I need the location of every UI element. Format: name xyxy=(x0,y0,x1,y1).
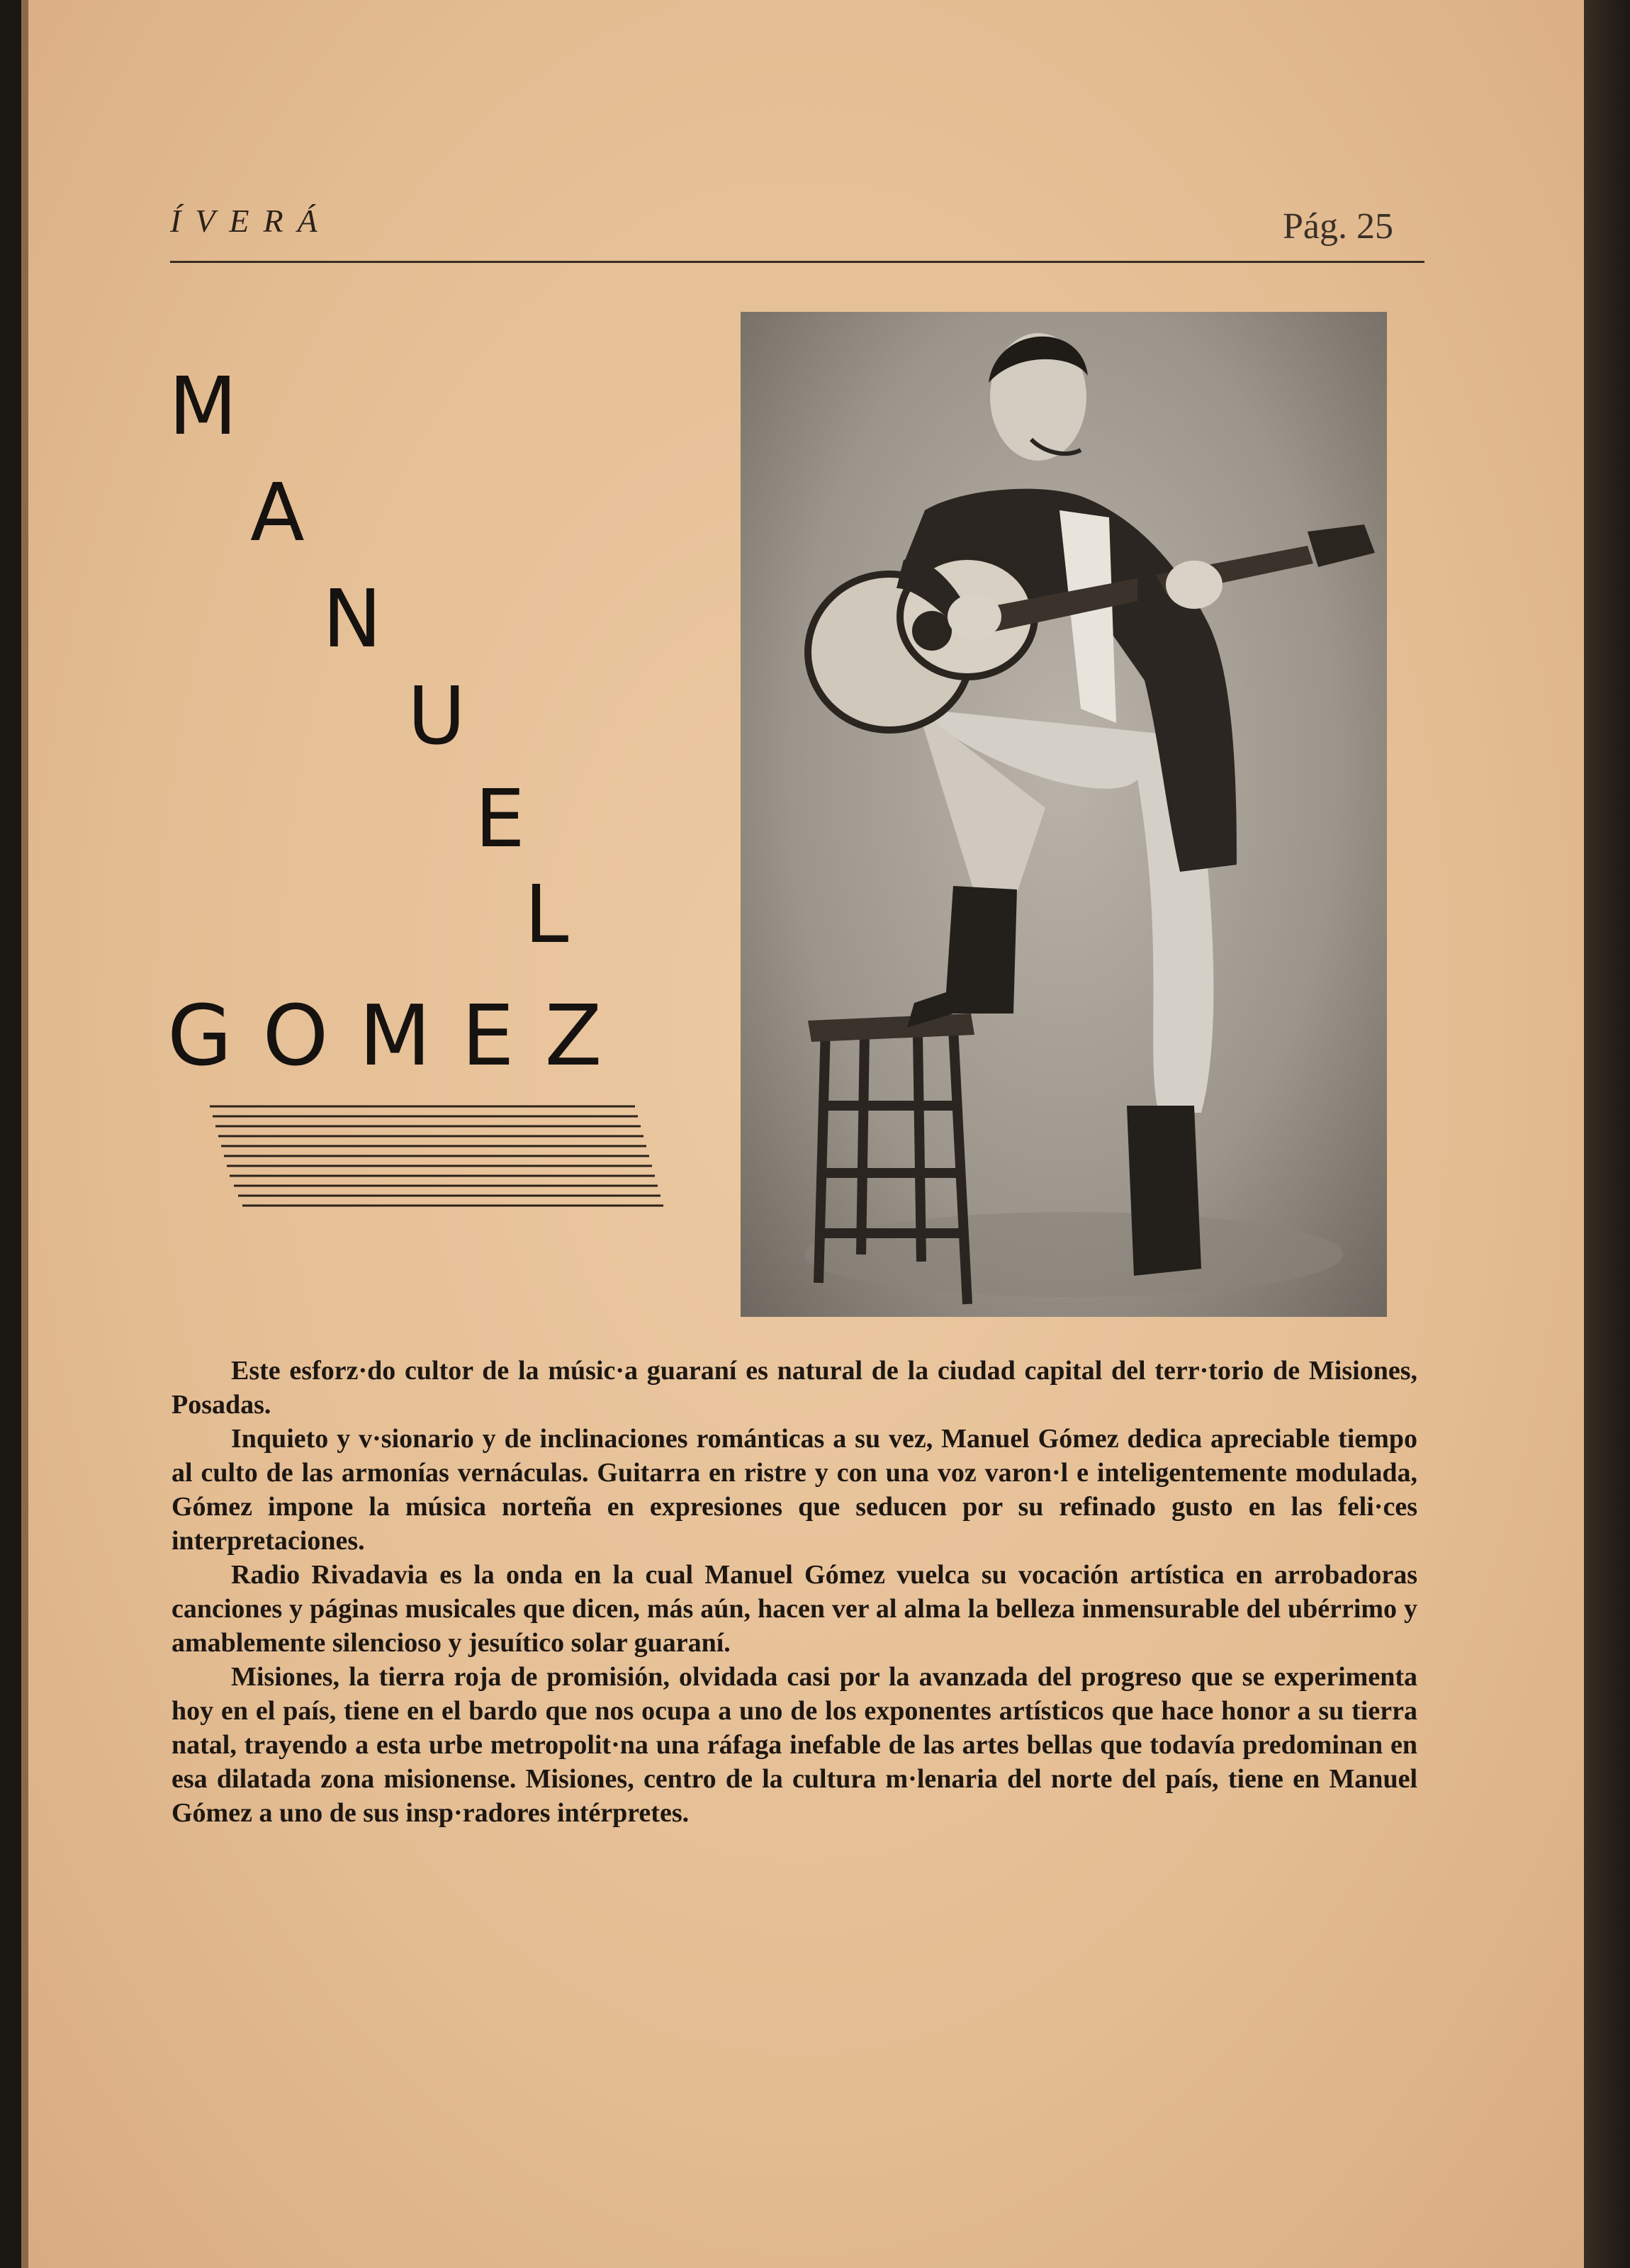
first-name-letter-e: E xyxy=(475,773,525,865)
magazine-title: ÍVERÁ xyxy=(170,203,332,239)
guitarist-illustration xyxy=(741,312,1387,1317)
first-name-letter-a: A xyxy=(250,467,305,559)
article-paragraph: Misiones, la tierra roja de promisión, olvidada casi por la avanzada del progreso que se experimenta hoy en el país, tiene en el bardo que nos ocupa a uno de los exponentes artísticos que hace honor a su tierra natal, trayendo a esta urbe metropolit·na una ráfaga inefable de las artes bellas que todavía predominan en esa dilatada zona misionense. Misiones, centro de la cultura m·lenaria del norte del país, tiene en Manuel Gómez a uno de sus insp·radores intérpretes. xyxy=(172,1662,1417,1828)
surname-heading: GOMEZ xyxy=(167,987,633,1084)
first-name-letter-m: M xyxy=(169,361,237,453)
page-edge xyxy=(21,0,28,2268)
first-name-letter-n: N xyxy=(322,573,382,666)
page-number: Pág. 25 xyxy=(1283,206,1393,247)
header-divider xyxy=(170,261,1424,263)
first-name-letter-l: L xyxy=(524,869,569,961)
book-binding xyxy=(1584,0,1630,2268)
first-name-letter-u: U xyxy=(408,670,466,763)
article-paragraph: Inquieto y v·sionario y de inclinaciones románticas a su vez, Manuel Gómez dedica apreciable tiempo al culto de las armonías vernáculas. Guitarra en ristre y con una voz varon·l e inteligentemente modulada, Gómez impone la música norteña en expresiones que seducen por su refinado gusto en las feli·ces interpretaciones. xyxy=(172,1424,1417,1556)
article-paragraph: Este esforz·do cultor de la músic·a guaraní es natural de la ciudad capital del terr·torio de Misiones, Posadas. xyxy=(172,1356,1417,1420)
decorative-stripes xyxy=(210,1102,663,1216)
portrait-photo xyxy=(741,312,1387,1317)
article-paragraph: Radio Rivadavia es la onda en la cual Manuel Gómez vuelca su vocación artística en arrobadoras canciones y páginas musicales que dicen, más aún, hacen ver al alma la belleza inmensurable del ubérrimo y amablemente silencioso y jesuítico solar guaraní. xyxy=(172,1560,1417,1658)
article-body xyxy=(172,1354,1417,1830)
